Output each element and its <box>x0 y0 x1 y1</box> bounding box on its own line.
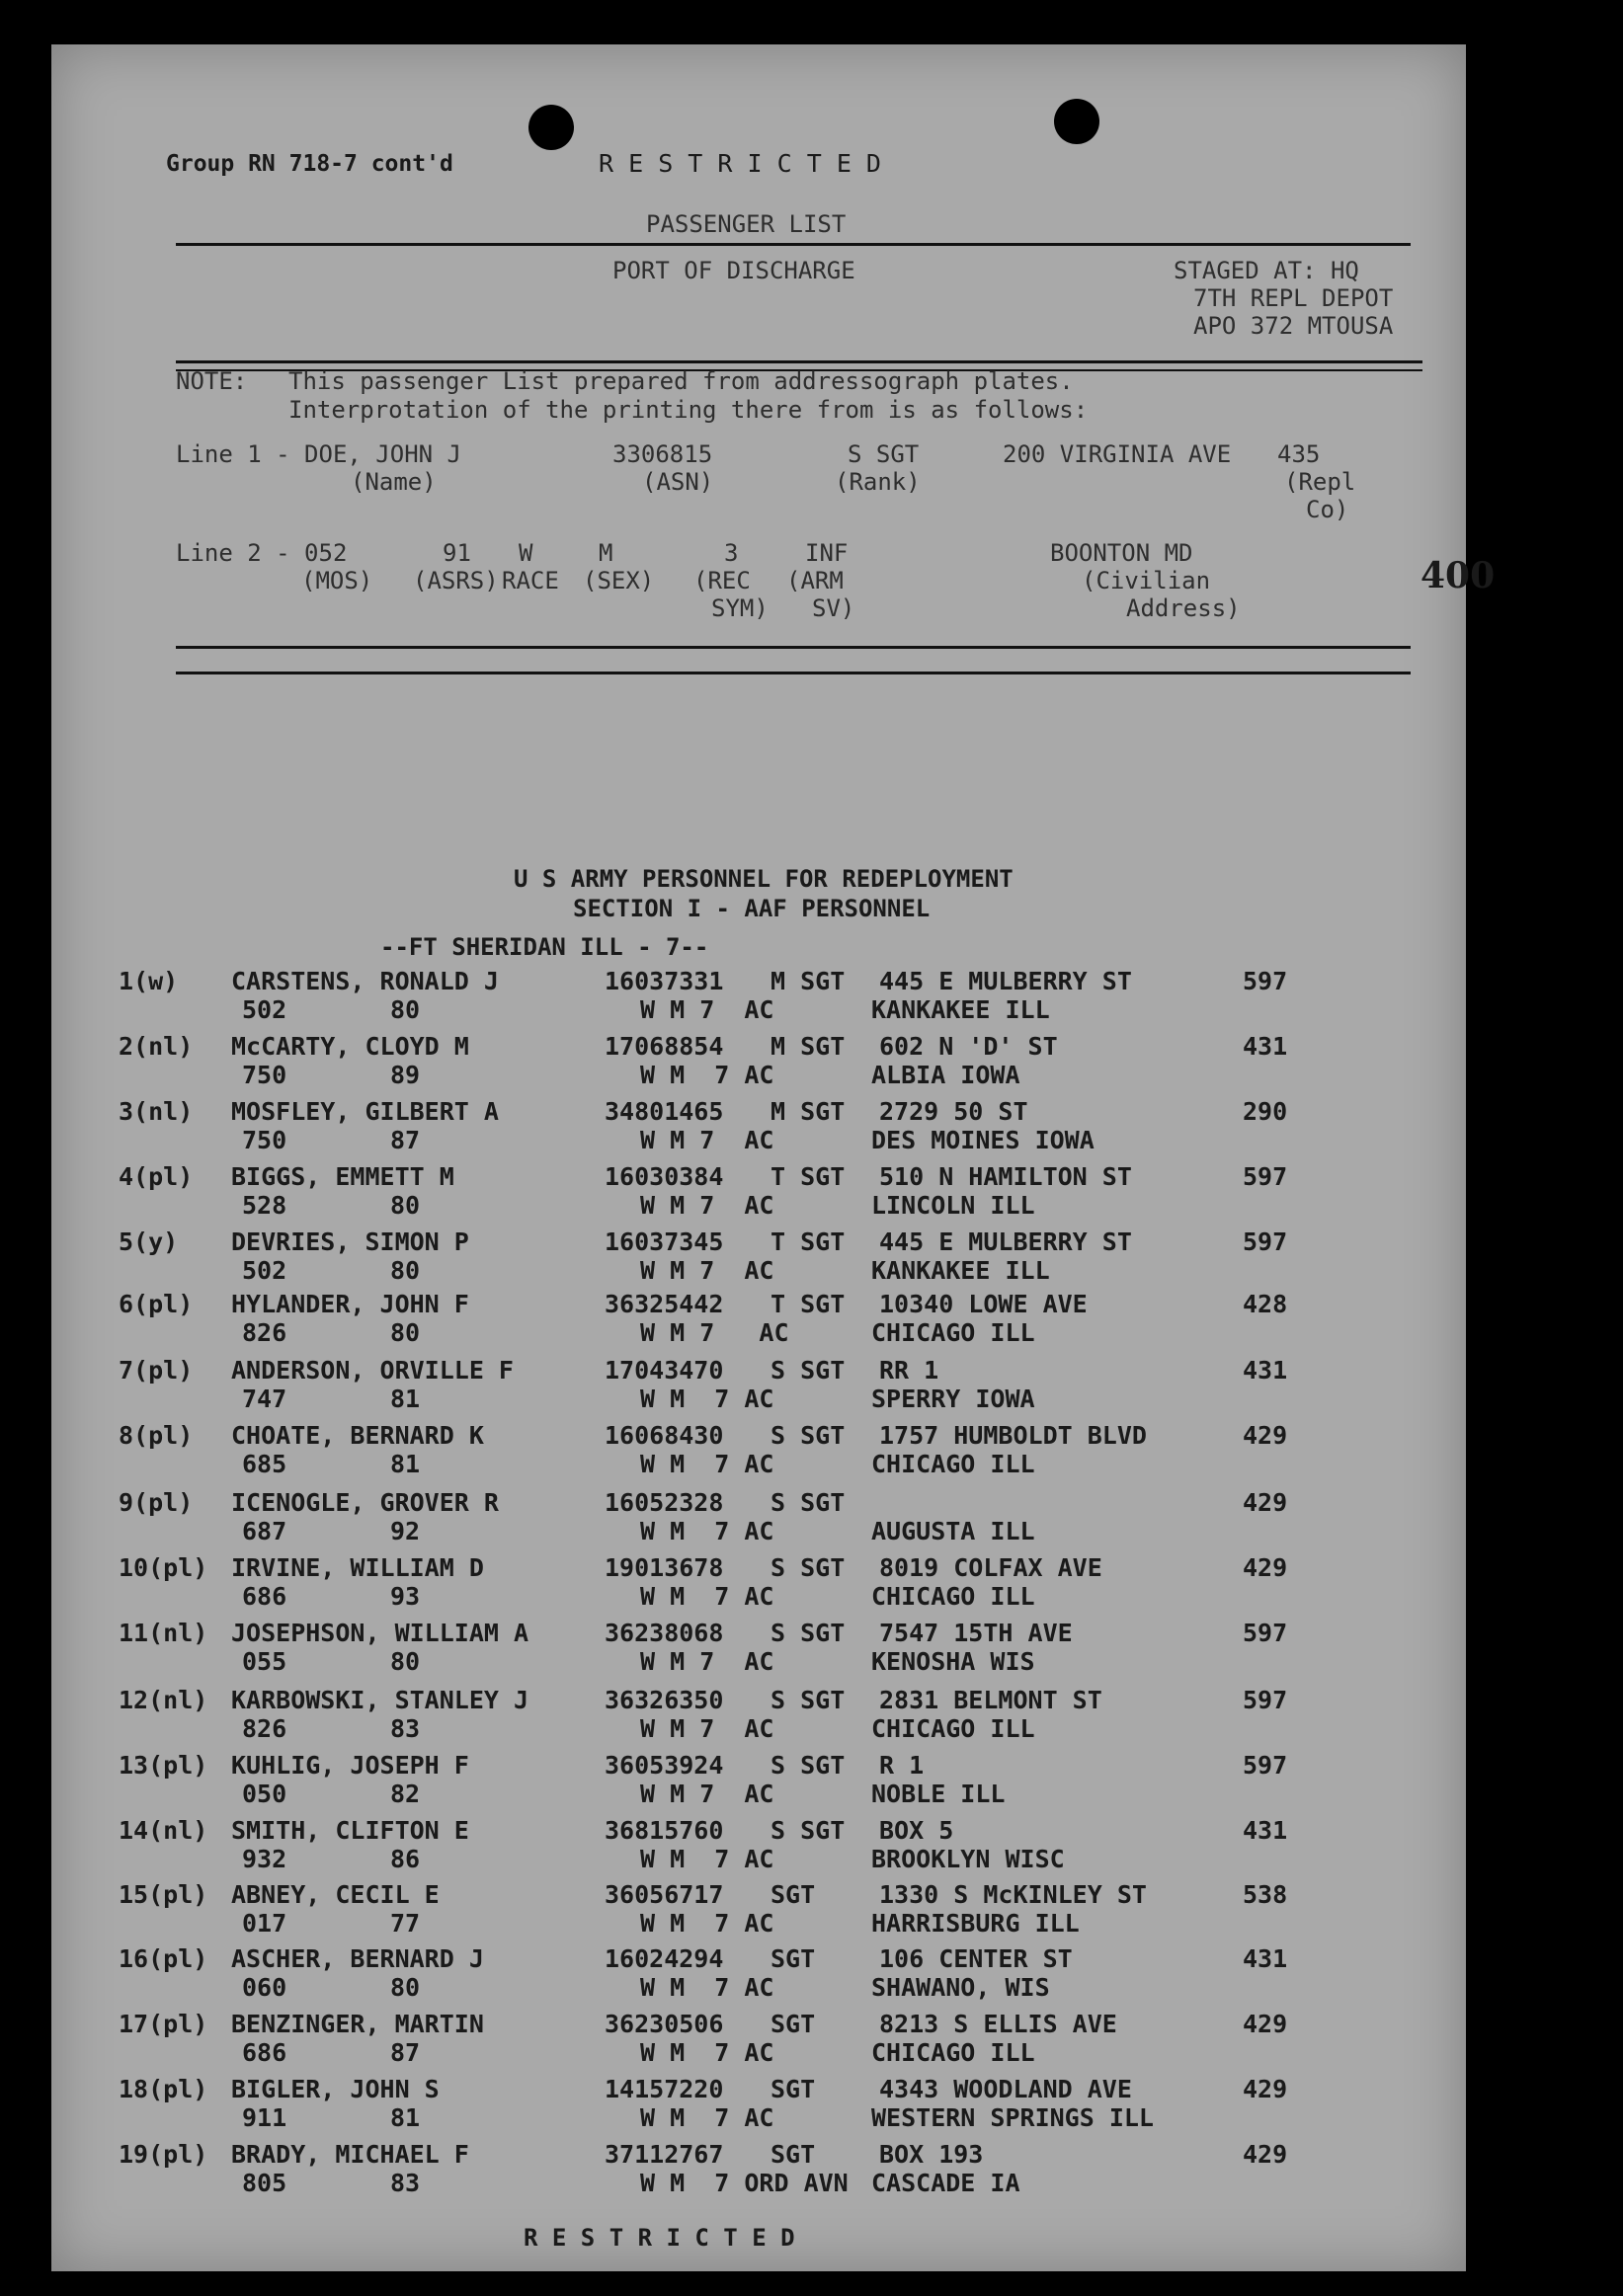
serial-number: 16030384 <box>605 1162 724 1191</box>
status-codes: W M 7 AC <box>640 1385 774 1413</box>
mos-code: 750 <box>242 1061 287 1089</box>
address-line2: CHICAGO ILL <box>871 1318 1035 1347</box>
rank: S SGT <box>771 1686 846 1714</box>
list-item <box>0 1945 1623 2011</box>
address-line1: 445 E MULBERRY ST <box>879 1227 1132 1256</box>
repl-co: 429 <box>1243 2140 1288 2169</box>
repl-co: 429 <box>1243 1553 1288 1582</box>
example-rec-sym-caption: (REC <box>693 567 751 594</box>
person-name: ABNEY, CECIL E <box>231 1880 440 1909</box>
person-name: CARSTENS, RONALD J <box>231 967 499 995</box>
row-number: 11(nl) <box>119 1619 208 1647</box>
asrs-score: 80 <box>390 1647 421 1676</box>
serial-number: 37112767 <box>605 2140 724 2169</box>
list-item <box>0 968 1623 1033</box>
address-line2: AUGUSTA ILL <box>871 1517 1035 1545</box>
status-codes: W M 7 AC <box>640 1191 774 1220</box>
row-number: 13(pl) <box>119 1751 208 1780</box>
asrs-score: 81 <box>390 1385 421 1413</box>
example-rank: S SGT <box>848 440 920 468</box>
list-item <box>0 1098 1623 1163</box>
asrs-score: 82 <box>390 1780 421 1808</box>
address-line1: 106 CENTER ST <box>879 1944 1073 1973</box>
rank: M SGT <box>771 1032 846 1061</box>
serial-number: 34801465 <box>605 1097 724 1126</box>
asrs-score: 83 <box>390 1714 421 1743</box>
rank: SGT <box>771 2075 816 2103</box>
row-number: 12(nl) <box>119 1686 208 1714</box>
person-name: HYLANDER, JOHN F <box>231 1290 469 1318</box>
status-codes: W M 7 AC <box>640 1517 774 1545</box>
example-sex: M <box>599 539 613 567</box>
asrs-score: 87 <box>390 1126 421 1154</box>
address-line1: 1330 S McKINLEY ST <box>879 1880 1147 1909</box>
rank: S SGT <box>771 1553 846 1582</box>
person-name: KARBOWSKI, STANLEY J <box>231 1686 529 1714</box>
address-line2: HARRISBURG ILL <box>871 1909 1080 1938</box>
example-asn: 3306815 <box>612 440 713 468</box>
handwritten-page-number: 400 <box>1420 555 1496 596</box>
row-number: 1(w) <box>119 967 179 995</box>
mos-code: 528 <box>242 1191 287 1220</box>
person-name: IRVINE, WILLIAM D <box>231 1553 484 1582</box>
rank: T SGT <box>771 1162 846 1191</box>
address-line1: 602 N 'D' ST <box>879 1032 1058 1061</box>
serial-number: 17043470 <box>605 1356 724 1385</box>
address-line2: WESTERN SPRINGS ILL <box>871 2103 1154 2132</box>
note-line-1: This passenger List prepared from addressograph plates. <box>288 367 1074 395</box>
staged-at-2: 7TH REPL DEPOT <box>1193 284 1394 312</box>
example-civilian-caption: (Civilian <box>1082 567 1211 594</box>
group-label: Group RN 718-7 cont'd <box>166 151 453 177</box>
person-name: KUHLIG, JOSEPH F <box>231 1751 469 1780</box>
asrs-score: 80 <box>390 995 421 1024</box>
address-line1: 2831 BELMONT ST <box>879 1686 1102 1714</box>
repl-co: 428 <box>1243 1290 1288 1318</box>
mos-code: 685 <box>242 1450 287 1478</box>
row-number: 4(pl) <box>119 1162 194 1191</box>
status-codes: W M 7 AC <box>640 1450 774 1478</box>
list-item <box>0 1033 1623 1098</box>
mos-code: 911 <box>242 2103 287 2132</box>
serial-number: 14157220 <box>605 2075 724 2103</box>
row-number: 2(nl) <box>119 1032 194 1061</box>
asrs-score: 81 <box>390 2103 421 2132</box>
mos-code: 055 <box>242 1647 287 1676</box>
port-of-discharge: PORT OF DISCHARGE <box>612 257 855 284</box>
status-codes: W M 7 AC <box>640 1126 774 1154</box>
rank: S SGT <box>771 1356 846 1385</box>
serial-number: 16037331 <box>605 967 724 995</box>
repl-co: 429 <box>1243 2075 1288 2103</box>
address-line1: RR 1 <box>879 1356 939 1385</box>
list-item <box>0 1422 1623 1487</box>
status-codes: W M 7 AC <box>640 1780 774 1808</box>
person-name: SMITH, CLIFTON E <box>231 1816 469 1845</box>
list-item <box>0 1817 1623 1882</box>
asrs-score: 80 <box>390 1318 421 1347</box>
asrs-score: 89 <box>390 1061 421 1089</box>
row-number: 8(pl) <box>119 1421 194 1450</box>
repl-co: 431 <box>1243 1032 1288 1061</box>
rank: T SGT <box>771 1227 846 1256</box>
example-asrs: 91 <box>443 539 471 567</box>
rank: SGT <box>771 2140 816 2169</box>
address-line2: KANKAKEE ILL <box>871 1256 1050 1285</box>
address-line1: 510 N HAMILTON ST <box>879 1162 1132 1191</box>
repl-co: 597 <box>1243 1162 1288 1191</box>
list-item <box>0 2141 1623 2206</box>
address-line2: CASCADE IA <box>871 2169 1020 2197</box>
rank: M SGT <box>771 967 846 995</box>
row-number: 10(pl) <box>119 1553 208 1582</box>
address-line1: 8019 COLFAX AVE <box>879 1553 1102 1582</box>
example-sex-caption: (SEX) <box>583 567 655 594</box>
list-item <box>0 1489 1623 1554</box>
status-codes: W M 7 AC <box>640 1061 774 1089</box>
asrs-score: 87 <box>390 2038 421 2067</box>
address-line2: LINCOLN ILL <box>871 1191 1035 1220</box>
person-name: JOSEPHSON, WILLIAM A <box>231 1619 529 1647</box>
repl-co: 597 <box>1243 1751 1288 1780</box>
repl-co: 429 <box>1243 2010 1288 2038</box>
repl-co: 429 <box>1243 1421 1288 1450</box>
mos-code: 502 <box>242 995 287 1024</box>
status-codes: W M 7 AC <box>640 2038 774 2067</box>
rank: S SGT <box>771 1751 846 1780</box>
example-line2-label: Line 2 - 052 <box>176 539 348 567</box>
repl-co: 597 <box>1243 1619 1288 1647</box>
list-item <box>0 2011 1623 2076</box>
status-codes: W M 7 AC <box>640 2103 774 2132</box>
asrs-score: 80 <box>390 1256 421 1285</box>
example-repl-caption: Co) <box>1306 496 1349 523</box>
example-race-caption: RACE <box>502 567 559 594</box>
list-item <box>0 1620 1623 1685</box>
asrs-score: 81 <box>390 1450 421 1478</box>
serial-number: 36056717 <box>605 1880 724 1909</box>
punch-hole <box>1054 99 1099 144</box>
rank: S SGT <box>771 1488 846 1517</box>
rank: M SGT <box>771 1097 846 1126</box>
serial-number: 36325442 <box>605 1290 724 1318</box>
asrs-score: 80 <box>390 1191 421 1220</box>
example-asrs-caption: (ASRS) <box>413 567 499 594</box>
row-number: 15(pl) <box>119 1880 208 1909</box>
repl-co: 429 <box>1243 1488 1288 1517</box>
mos-code: 805 <box>242 2169 287 2197</box>
rank: T SGT <box>771 1290 846 1318</box>
staged-at-1: STAGED AT: HQ <box>1174 257 1359 284</box>
row-number: 5(y) <box>119 1227 179 1256</box>
mos-code: 060 <box>242 1973 287 2002</box>
list-item <box>0 1687 1623 1752</box>
repl-co: 597 <box>1243 1227 1288 1256</box>
section-title: U S ARMY PERSONNEL FOR REDEPLOYMENT <box>514 865 1014 893</box>
person-name: BIGLER, JOHN S <box>231 2075 440 2103</box>
status-codes: W M 7 AC <box>640 1845 774 1873</box>
list-item <box>0 1357 1623 1422</box>
serial-number: 36053924 <box>605 1751 724 1780</box>
serial-number: 16024294 <box>605 1944 724 1973</box>
address-line2: DES MOINES IOWA <box>871 1126 1095 1154</box>
address-line2: CHICAGO ILL <box>871 2038 1035 2067</box>
address-line1: 1757 HUMBOLDT BLVD <box>879 1421 1147 1450</box>
person-name: BRADY, MICHAEL F <box>231 2140 469 2169</box>
person-name: McCARTY, CLOYD M <box>231 1032 469 1061</box>
row-number: 19(pl) <box>119 2140 208 2169</box>
address-line2: KENOSHA WIS <box>871 1647 1035 1676</box>
person-name: BENZINGER, MARTIN <box>231 2010 484 2038</box>
note-rule <box>176 646 1411 649</box>
person-name: ANDERSON, ORVILLE F <box>231 1356 514 1385</box>
status-codes: W M 7 AC <box>640 1909 774 1938</box>
address-line2: CHICAGO ILL <box>871 1450 1035 1478</box>
example-name-caption: (Name) <box>351 468 437 496</box>
rank: S SGT <box>771 1421 846 1450</box>
list-item <box>0 1291 1623 1356</box>
subgroup-heading: --FT SHERIDAN ILL - 7-- <box>380 933 709 961</box>
address-line2: CHICAGO ILL <box>871 1714 1035 1743</box>
serial-number: 17068854 <box>605 1032 724 1061</box>
example-line1-label: Line 1 - DOE, JOHN J <box>176 440 461 468</box>
address-line1: 445 E MULBERRY ST <box>879 967 1132 995</box>
passenger-list-title: PASSENGER LIST <box>646 210 847 238</box>
mos-code: 932 <box>242 1845 287 1873</box>
address-line2: SPERRY IOWA <box>871 1385 1035 1413</box>
serial-number: 36230506 <box>605 2010 724 2038</box>
status-codes: W M 7 AC <box>640 995 774 1024</box>
asrs-score: 93 <box>390 1582 421 1611</box>
example-arm-sv-caption: SV) <box>812 594 855 622</box>
mos-code: 686 <box>242 2038 287 2067</box>
address-line2: BROOKLYN WISC <box>871 1845 1065 1873</box>
list-item <box>0 1163 1623 1228</box>
mos-code: 687 <box>242 1517 287 1545</box>
person-name: DEVRIES, SIMON P <box>231 1227 469 1256</box>
mos-code: 747 <box>242 1385 287 1413</box>
address-line2: ALBIA IOWA <box>871 1061 1020 1089</box>
status-codes: W M 7 AC <box>640 1647 774 1676</box>
classification-top: R E S T R I C T E D <box>599 149 881 178</box>
asrs-score: 80 <box>390 1973 421 2002</box>
repl-co: 538 <box>1243 1880 1288 1909</box>
repl-co: 290 <box>1243 1097 1288 1126</box>
example-address: 200 VIRGINIA AVE <box>1003 440 1232 468</box>
note-line-2: Interprotation of the printing there from is as follows: <box>288 396 1089 424</box>
address-line1: BOX 193 <box>879 2140 984 2169</box>
list-item <box>0 1554 1623 1620</box>
rank: SGT <box>771 1944 816 1973</box>
punch-hole <box>528 105 574 150</box>
status-codes: W M 7 AC <box>640 1714 774 1743</box>
example-mos-caption: (MOS) <box>301 567 373 594</box>
address-line2: NOBLE ILL <box>871 1780 1006 1808</box>
example-rec-sym-caption: SYM) <box>711 594 769 622</box>
header-rule <box>176 243 1411 246</box>
example-race: W <box>519 539 533 567</box>
example-arm-sv: INF <box>805 539 849 567</box>
repl-co: 431 <box>1243 1816 1288 1845</box>
example-rank-caption: (Rank) <box>835 468 921 496</box>
mos-code: 050 <box>242 1780 287 1808</box>
mos-code: 826 <box>242 1318 287 1347</box>
serial-number: 16068430 <box>605 1421 724 1450</box>
row-number: 9(pl) <box>119 1488 194 1517</box>
person-name: CHOATE, BERNARD K <box>231 1421 484 1450</box>
note-label: NOTE: <box>176 367 248 395</box>
address-line2: CHICAGO ILL <box>871 1582 1035 1611</box>
repl-co: 431 <box>1243 1356 1288 1385</box>
row-number: 18(pl) <box>119 2075 208 2103</box>
person-name: ASCHER, BERNARD J <box>231 1944 484 1973</box>
list-item <box>0 1228 1623 1294</box>
list-item <box>0 2076 1623 2141</box>
row-number: 16(pl) <box>119 1944 208 1973</box>
address-line1: 7547 15TH AVE <box>879 1619 1073 1647</box>
status-codes: W M 7 AC <box>640 1256 774 1285</box>
example-arm-sv-caption: (ARM <box>786 567 844 594</box>
classification-bottom: R E S T R I C T E D <box>524 2224 795 2252</box>
status-codes: W M 7 ORD AVN <box>640 2169 849 2197</box>
repl-co: 597 <box>1243 967 1288 995</box>
list-item <box>0 1752 1623 1817</box>
serial-number: 16052328 <box>605 1488 724 1517</box>
note-rule <box>176 672 1411 674</box>
address-line1: BOX 5 <box>879 1816 954 1845</box>
rank: S SGT <box>771 1619 846 1647</box>
mos-code: 686 <box>242 1582 287 1611</box>
serial-number: 36815760 <box>605 1816 724 1845</box>
serial-number: 16037345 <box>605 1227 724 1256</box>
mos-code: 017 <box>242 1909 287 1938</box>
person-name: ICENOGLE, GROVER R <box>231 1488 499 1517</box>
address-line1: 8213 S ELLIS AVE <box>879 2010 1117 2038</box>
address-line1: 10340 LOWE AVE <box>879 1290 1088 1318</box>
example-civilian-caption: Address) <box>1126 594 1241 622</box>
repl-co: 597 <box>1243 1686 1288 1714</box>
rank: SGT <box>771 2010 816 2038</box>
asrs-score: 92 <box>390 1517 421 1545</box>
example-civilian-address: BOONTON MD <box>1050 539 1193 567</box>
address-line1: R 1 <box>879 1751 925 1780</box>
status-codes: W M 7 AC <box>640 1318 789 1347</box>
asrs-score: 83 <box>390 2169 421 2197</box>
mos-code: 826 <box>242 1714 287 1743</box>
serial-number: 19013678 <box>605 1553 724 1582</box>
rank: SGT <box>771 1880 816 1909</box>
staged-at-3: APO 372 MTOUSA <box>1193 312 1394 340</box>
status-codes: W M 7 AC <box>640 1973 774 2002</box>
mos-code: 750 <box>242 1126 287 1154</box>
address-line2: KANKAKEE ILL <box>871 995 1050 1024</box>
example-rec-sym: 3 <box>724 539 739 567</box>
row-number: 3(nl) <box>119 1097 194 1126</box>
row-number: 7(pl) <box>119 1356 194 1385</box>
asrs-score: 77 <box>390 1909 421 1938</box>
person-name: MOSFLEY, GILBERT A <box>231 1097 499 1126</box>
section-subtitle: SECTION I - AAF PERSONNEL <box>573 895 931 922</box>
rank: S SGT <box>771 1816 846 1845</box>
serial-number: 36238068 <box>605 1619 724 1647</box>
row-number: 14(nl) <box>119 1816 208 1845</box>
example-repl: 435 <box>1277 440 1321 468</box>
status-codes: W M 7 AC <box>640 1582 774 1611</box>
person-name: BIGGS, EMMETT M <box>231 1162 454 1191</box>
example-repl-caption: (Repl <box>1284 468 1356 496</box>
row-number: 17(pl) <box>119 2010 208 2038</box>
address-line1: 4343 WOODLAND AVE <box>879 2075 1132 2103</box>
row-number: 6(pl) <box>119 1290 194 1318</box>
mos-code: 502 <box>242 1256 287 1285</box>
asrs-score: 86 <box>390 1845 421 1873</box>
address-line2: SHAWANO, WIS <box>871 1973 1050 2002</box>
example-asn-caption: (ASN) <box>642 468 714 496</box>
header-rule <box>176 360 1422 363</box>
list-item <box>0 1881 1623 1946</box>
repl-co: 431 <box>1243 1944 1288 1973</box>
serial-number: 36326350 <box>605 1686 724 1714</box>
address-line1: 2729 50 ST <box>879 1097 1028 1126</box>
